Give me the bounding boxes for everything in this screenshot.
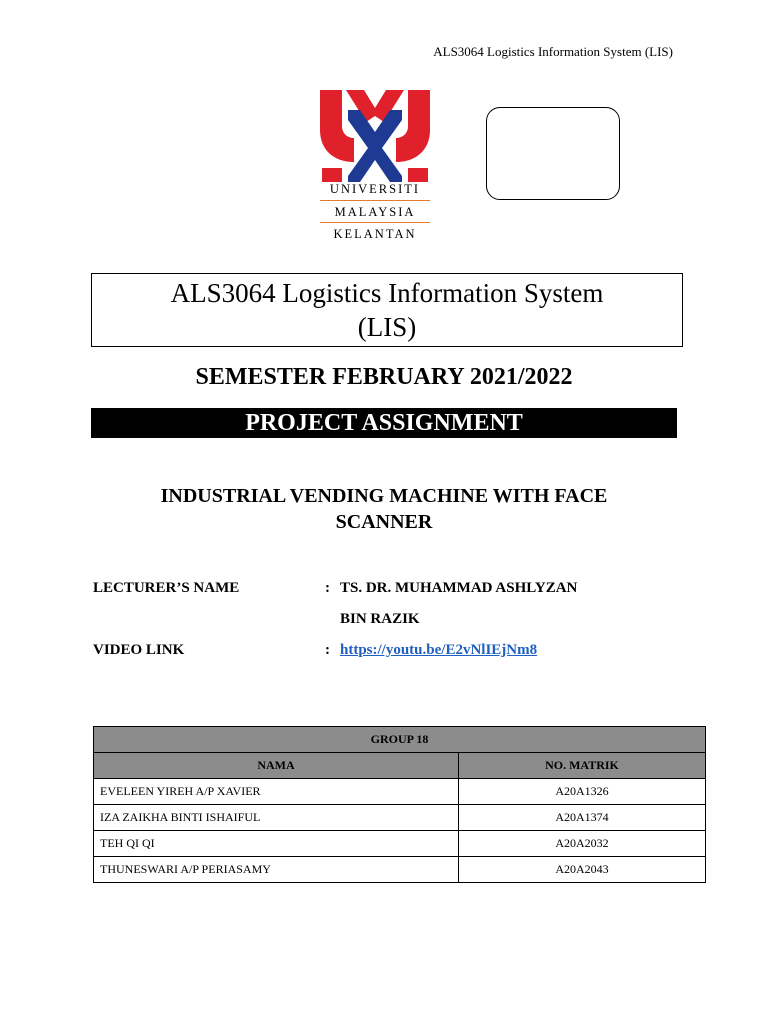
logo-text-universiti: UNIVERSITI xyxy=(329,182,421,196)
member-matrik: A20A1374 xyxy=(459,805,706,831)
group-title: GROUP 18 xyxy=(94,727,706,753)
logo-rule xyxy=(320,200,430,201)
video-link-label: VIDEO LINK xyxy=(93,642,185,658)
member-name: THUNESWARI A/P PERIASAMY xyxy=(94,857,459,883)
table-row xyxy=(94,857,706,883)
video-link-colon: : xyxy=(325,642,330,658)
semester-heading: SEMESTER FEBRUARY 2021/2022 xyxy=(195,364,573,390)
project-title-line1: INDUSTRIAL VENDING MACHINE WITH FACE xyxy=(160,485,608,507)
photo-placeholder-box xyxy=(486,107,620,200)
umk-emblem-icon xyxy=(316,86,434,186)
table-row xyxy=(94,779,706,805)
logo-text-kelantan: KELANTAN xyxy=(333,227,417,241)
video-link[interactable]: https://youtu.be/E2vNlIEjNm8 xyxy=(340,642,538,658)
lecturer-name-line1: TS. DR. MUHAMMAD ASHLYZAN xyxy=(340,580,578,596)
course-title-line2: (LIS) xyxy=(357,312,417,342)
member-matrik: A20A2032 xyxy=(459,831,706,857)
table-row xyxy=(94,805,706,831)
column-header-nama: NAMA xyxy=(94,753,459,779)
running-header: ALS3064 Logistics Information System (LIS) xyxy=(433,44,673,59)
member-matrik: A20A1326 xyxy=(459,779,706,805)
group-members-table xyxy=(93,726,706,883)
member-name: EVELEEN YIREH A/P XAVIER xyxy=(94,779,459,805)
project-title-line2: SCANNER xyxy=(335,511,433,533)
member-matrik: A20A2043 xyxy=(459,857,706,883)
course-title-box xyxy=(91,273,683,347)
lecturer-label: LECTURER’S NAME xyxy=(93,580,240,596)
course-title-line1: ALS3064 Logistics Information System xyxy=(170,278,604,308)
assignment-banner: PROJECT ASSIGNMENT xyxy=(91,408,677,438)
table-header-row xyxy=(94,753,706,779)
table-row xyxy=(94,831,706,857)
university-logo xyxy=(316,86,434,244)
lecturer-name-line2: BIN RAZIK xyxy=(340,611,420,627)
project-title xyxy=(100,483,668,535)
member-name: TEH QI QI xyxy=(94,831,459,857)
table-title-row xyxy=(94,727,706,753)
logo-text-malaysia: MALAYSIA xyxy=(334,205,416,219)
column-header-matrik: NO. MATRIK xyxy=(459,753,706,779)
lecturer-colon: : xyxy=(325,580,330,596)
member-name: IZA ZAIKHA BINTI ISHAIFUL xyxy=(94,805,459,831)
logo-rule xyxy=(320,222,430,223)
